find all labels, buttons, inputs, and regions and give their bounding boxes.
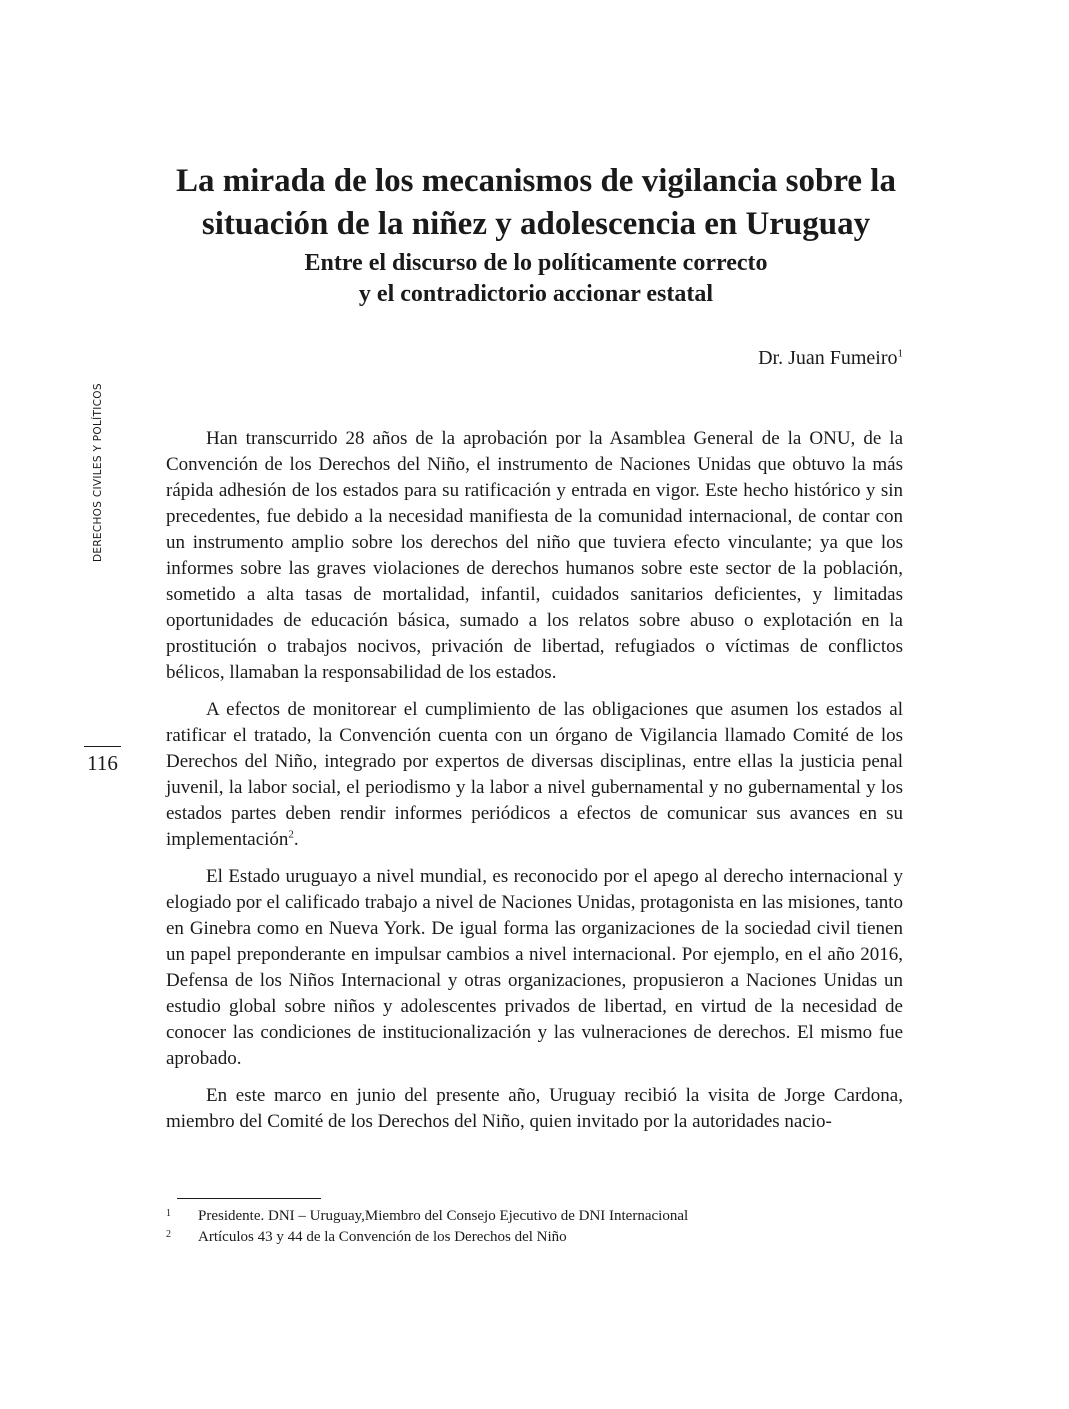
title-block <box>130 160 942 310</box>
subtitle-line-1: Entre el discurso de lo políticamente correcto <box>304 250 768 276</box>
title-line-2: situación de la niñez y adolescencia en Uruguay <box>201 206 871 242</box>
footnote-1 <box>166 1206 906 1227</box>
footnote-1-text: Presidente. DNI – Uruguay,Miembro del Consejo Ejecutivo de DNI Internacional <box>198 1208 689 1224</box>
footnote-1-number: 1 <box>166 1208 171 1219</box>
page-number-rule <box>84 746 121 747</box>
footnote-2 <box>166 1227 906 1248</box>
paragraph-2-text: A efectos de monitorear el cumplimiento de las obligaciones que asumen los estados al ratificar el tratado, la Convención cuenta con un órgano de Vigilancia llamado Comité de los Derechos del Niño, integrado por expertos de diversas disciplinas, entre ellas la justicia penal juvenil, la labor social, el periodismo y la labor a nivel gubernamental y no gubernamental y los estados partes deben rendir informes periódicos a efectos de comunicar sus avances en su implementación <box>166 699 903 850</box>
article-subtitle <box>130 248 942 310</box>
footnote-separator <box>177 1198 321 1199</box>
paragraph-4: En este marco en junio del presente año, Uruguay recibió la visita de Jorge Cardona, miembro del Comité de los Derechos del Niño, quien invitado por la autoridades nacio- <box>166 1085 903 1132</box>
author-footnote-ref[interactable]: 1 <box>897 347 903 360</box>
paragraph-1: Han transcurrido 28 años de la aprobación por la Asamblea General de la ONU, de la Convención de los Derechos del Niño, el instrumento de Naciones Unidas que obtuvo la más rápida adhesión de los estados para su ratificación y entrada en vigor. Este hecho histórico y sin precedentes, fue debido a la necesidad manifiesta de la comunidad internacional, de contar con un instrumento amplio sobre los derechos del niño que tuviera efecto vinculante; ya que los informes sobre las graves violaciones de derechos humanos sobre este sector de la población, sometido a alta tasas de mortalidad, infantil, cuidados sanitarios deficientes, y limitadas oportunidades de educación básica, sumado a los relatos sobre abuso o explotación en la prostitución o trabajos nocivos, privación de libertad, refugiados o víctimas de conflictos bélicos, llamaban la responsabilidad de los estados. <box>166 428 903 683</box>
footnote-ref-2[interactable]: 2 <box>288 828 294 841</box>
paragraph-3: El Estado uruguayo a nivel mundial, es reconocido por el apego al derecho internacional y elogiado por el calificado trabajo a nivel de Naciones Unidas, protagonista en las misiones, tanto en Ginebra como en Nueva York. De igual forma las organizaciones de la sociedad civil tienen un papel preponderante en impulsar cambios a nivel internacional. Por ejemplo, en el año 2016, Defensa de los Niños Internacional y otras organizaciones, propusieron a Naciones Unidas un estudio global sobre niños y adolescentes privados de libertad, en virtud de la necesidad de conocer las condiciones de institucionalización y las vulneraciones de derechos. El mismo fue aprobado. <box>166 866 903 1069</box>
article-title <box>130 160 942 246</box>
paragraph-2 <box>166 697 903 853</box>
footnote-2-text: Artículos 43 y 44 de la Convención de los Derechos del Niño <box>198 1229 567 1245</box>
title-line-1: La mirada de los mecanismos de vigilancia sobre la <box>176 163 896 199</box>
page-number: 116 <box>87 751 118 775</box>
subtitle-line-2: y el contradictorio accionar estatal <box>358 281 714 307</box>
article-body <box>166 426 903 1146</box>
author-byline <box>758 344 903 372</box>
footnote-2-number: 2 <box>166 1229 171 1240</box>
paragraph-2-end: . <box>293 829 299 850</box>
section-side-label: DERECHOS CIVILES Y POLÍTICOS <box>92 383 104 562</box>
footnotes <box>166 1206 906 1248</box>
author-name: Dr. Juan Fumeiro <box>758 347 898 369</box>
